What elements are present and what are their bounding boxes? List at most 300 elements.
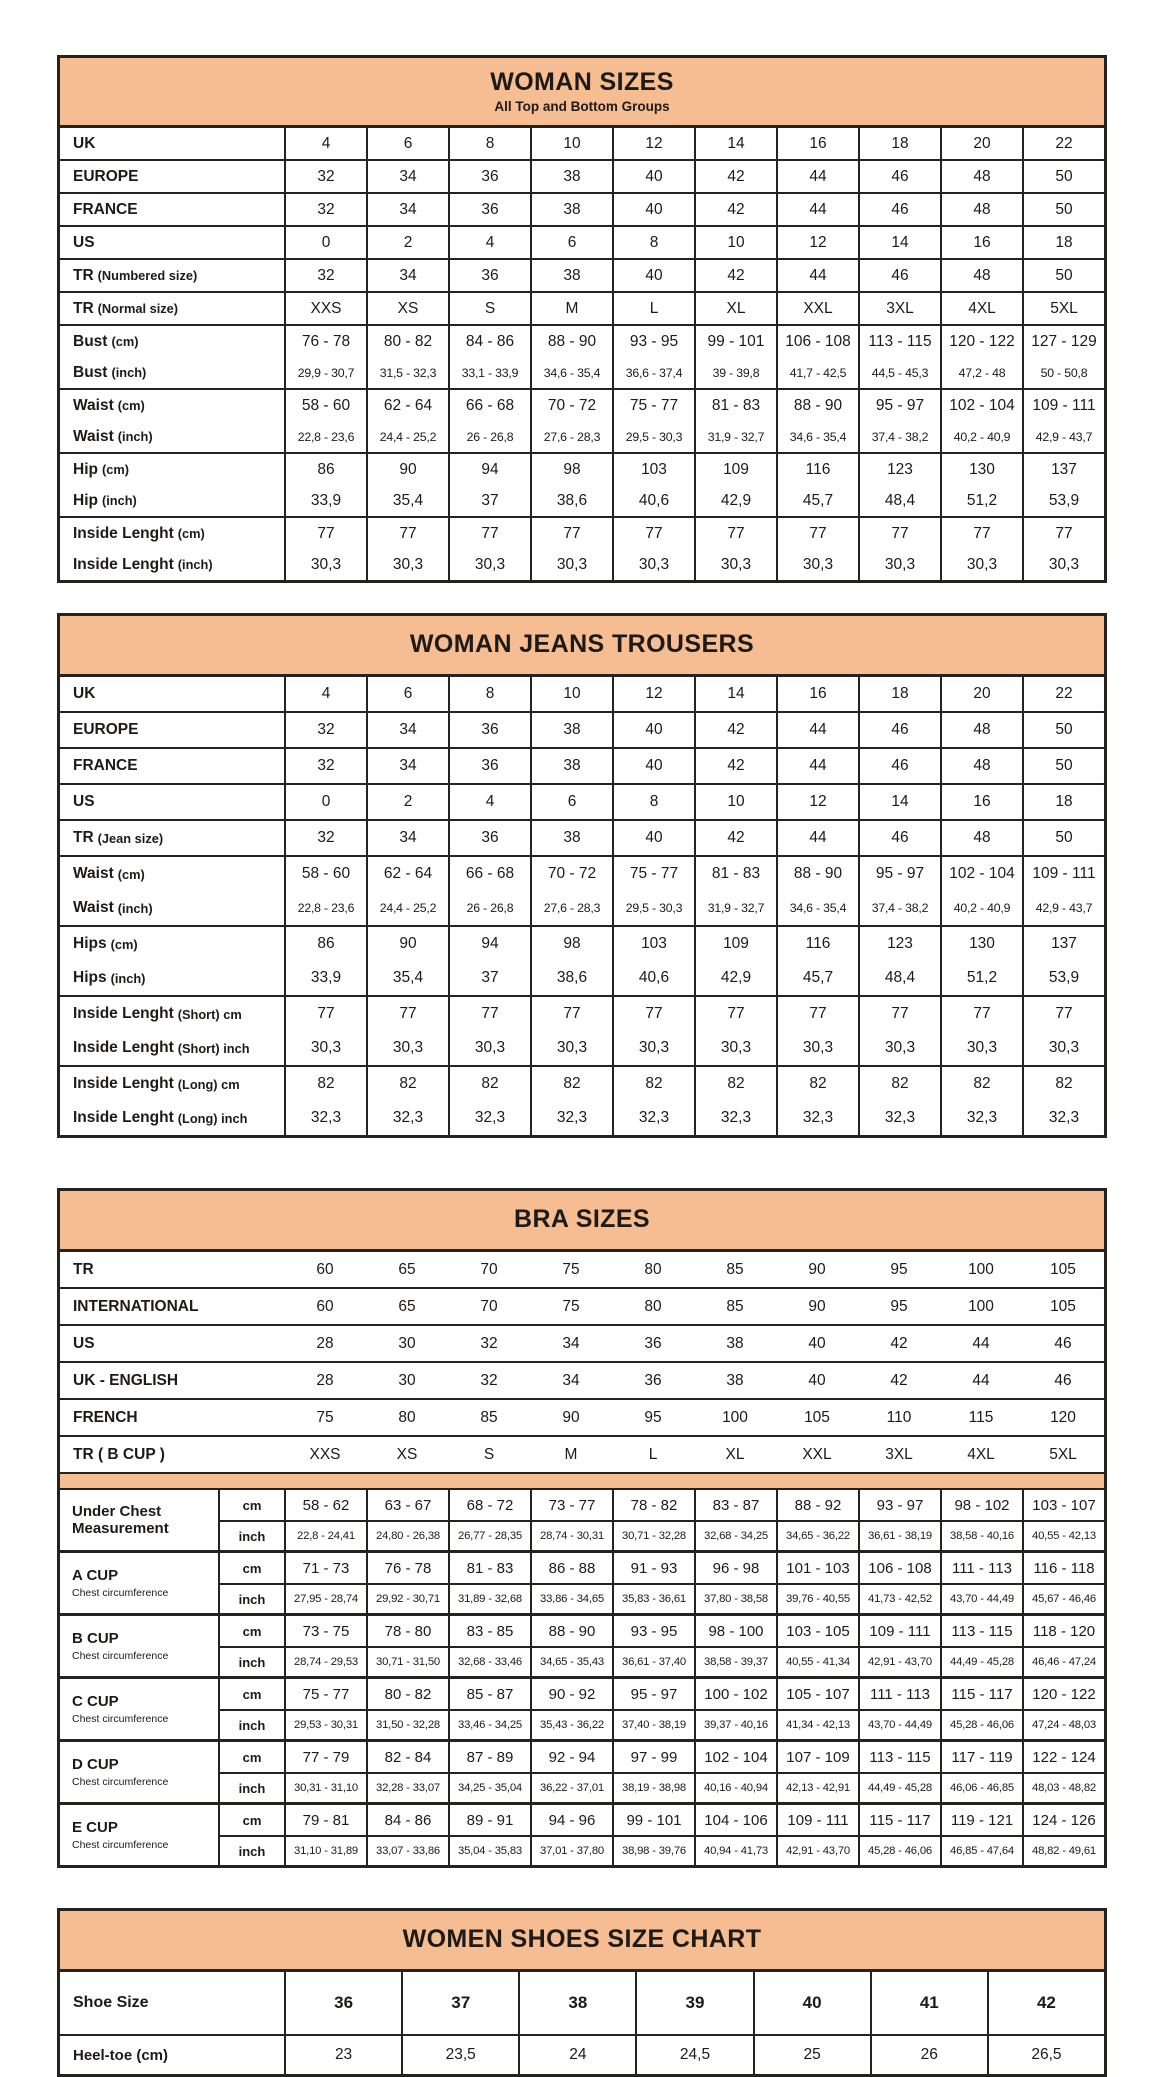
row-label: UK	[73, 134, 96, 152]
size-cell: 40	[612, 161, 694, 192]
row-label-detail: (Jean size)	[97, 830, 164, 846]
size-cell: 28	[316, 1334, 334, 1352]
size-cell: 37	[448, 961, 530, 995]
size-cell: 34	[562, 1371, 580, 1389]
row-label	[60, 454, 284, 485]
size-cell: 37,80 - 38,58	[694, 1583, 776, 1613]
size-cell: 127 - 129	[1022, 326, 1104, 357]
size-cell: 81 - 83	[448, 1553, 530, 1583]
size-cell: 88 - 90	[776, 390, 858, 421]
size-cell: 27,95 - 28,74	[284, 1583, 366, 1613]
size-cell: 117 - 119	[940, 1742, 1022, 1772]
size-cell: 65	[398, 1260, 416, 1278]
size-cell: 109	[694, 454, 776, 485]
size-cell: 98 - 100	[694, 1616, 776, 1646]
size-cell: 75	[562, 1297, 580, 1315]
table-title: BRA SIZES	[513, 1205, 651, 1233]
size-cell: 12	[776, 785, 858, 819]
row-label-main: Waist	[73, 899, 114, 916]
cup-label	[60, 1616, 218, 1676]
size-cell: 103	[612, 927, 694, 961]
table-section	[60, 1972, 1104, 2034]
size-cell: 90	[562, 1408, 580, 1426]
cup-section	[60, 1490, 1104, 1550]
size-cell: 66 - 68	[448, 390, 530, 421]
row-label-detail: (inch)	[101, 493, 137, 508]
row-label-detail: (Short) cm	[177, 1006, 242, 1022]
size-cell: 42,91 - 43,70	[776, 1835, 858, 1865]
row-label: UK	[73, 685, 96, 702]
table-row	[60, 961, 1104, 995]
size-cell: 76 - 78	[366, 1553, 448, 1583]
row-label: Shoe Size	[73, 1994, 149, 2011]
size-cell: 73 - 77	[530, 1490, 612, 1520]
size-cell: 81 - 83	[694, 857, 776, 891]
table-row	[60, 1363, 1104, 1398]
size-cell: 34,6 - 35,4	[776, 421, 858, 452]
cup-subtitle: Chest circumference	[72, 1838, 169, 1851]
unit-label-cm: cm	[218, 1805, 284, 1835]
size-cell: 50	[1022, 260, 1104, 291]
row-label-main: Hips	[73, 935, 107, 952]
size-cell: 115	[968, 1408, 994, 1426]
row-label-main: Inside Lenght	[73, 1005, 174, 1022]
size-cell: XL	[694, 293, 776, 324]
size-cell: 32,3	[694, 1101, 776, 1135]
size-cell: 48	[940, 194, 1022, 225]
size-cell: 30,3	[694, 1031, 776, 1065]
size-cell: 60	[316, 1297, 334, 1315]
table-row	[60, 713, 1104, 747]
size-cell: 53,9	[1022, 961, 1104, 995]
size-cell: 83 - 85	[448, 1616, 530, 1646]
table-row	[60, 1972, 1104, 2034]
size-cell: 36	[644, 1371, 662, 1389]
table-row	[60, 1067, 1104, 1101]
size-cell: 120	[1050, 1408, 1076, 1426]
size-cell: 95 - 97	[612, 1679, 694, 1709]
size-cell: 76 - 78	[284, 326, 366, 357]
cup-label	[60, 1553, 218, 1613]
table-section	[60, 2034, 1104, 2074]
cup-name: C CUP	[72, 1693, 119, 1711]
row-label-main: Waist	[73, 427, 114, 445]
size-cell: 95 - 97	[858, 390, 940, 421]
row-label: TR	[73, 1260, 94, 1278]
size-cell: 38,98 - 39,76	[612, 1835, 694, 1865]
size-cell: 84 - 86	[448, 326, 530, 357]
table-body	[60, 1972, 1104, 2074]
size-cell: 4	[284, 677, 366, 711]
table-row	[60, 128, 1104, 159]
row-label	[60, 260, 284, 291]
size-cell: 93 - 97	[858, 1490, 940, 1520]
size-cell: 35,43 - 36,22	[530, 1709, 612, 1739]
size-cell: 34	[366, 821, 448, 855]
size-cell: 32	[480, 1334, 498, 1352]
cup-name: D CUP	[72, 1756, 119, 1774]
size-cell: L	[648, 1445, 658, 1463]
row-label-detail: (inch)	[177, 557, 213, 572]
unit-label-cm: cm	[218, 1742, 284, 1772]
size-cell: 48	[940, 260, 1022, 291]
size-cell: 82	[940, 1067, 1022, 1101]
table-section	[60, 159, 1104, 192]
size-cell: 44,5 - 45,3	[858, 357, 940, 388]
size-cell: 75	[562, 1260, 580, 1278]
size-cell: 95	[644, 1408, 662, 1426]
row-label-detail: (cm)	[101, 462, 129, 477]
size-cell: 26 - 26,8	[448, 421, 530, 452]
size-cell: 40,2 - 40,9	[940, 421, 1022, 452]
size-cell: 4	[284, 128, 366, 159]
cup-measurement-grid	[60, 1490, 1104, 1865]
size-cell: 39,76 - 40,55	[776, 1583, 858, 1613]
row-label-main: Inside Lenght	[73, 1109, 174, 1126]
size-cell: 6	[366, 128, 448, 159]
woman-sizes-table	[57, 55, 1107, 583]
size-cell: 36	[448, 161, 530, 192]
table-section	[60, 324, 1104, 388]
size-cell: 40	[808, 1371, 826, 1389]
size-cell: 31,89 - 32,68	[448, 1583, 530, 1613]
size-cell: 42	[694, 161, 776, 192]
size-cell: 42	[890, 1371, 908, 1389]
row-label-main: Bust	[73, 363, 108, 381]
size-cell: 41	[870, 1972, 987, 2034]
row-label-detail: (cm)	[110, 936, 138, 952]
size-cell: 99 - 101	[612, 1805, 694, 1835]
size-cell: 30,3	[612, 1031, 694, 1065]
row-label-main: Hip	[73, 491, 98, 509]
table-section	[60, 516, 1104, 580]
row-label-main: Inside Lenght	[73, 524, 174, 542]
size-cell: 85	[726, 1297, 744, 1315]
table-title-band	[60, 58, 1104, 128]
size-cell: 96 - 98	[694, 1553, 776, 1583]
size-cell: 110	[886, 1408, 912, 1426]
table-row	[60, 161, 1104, 192]
size-cell: 14	[694, 677, 776, 711]
size-cell: 35,4	[366, 961, 448, 995]
size-cell: 14	[858, 785, 940, 819]
row-label-detail: (cm)	[117, 866, 145, 882]
size-cell: 103	[612, 454, 694, 485]
size-cell: 35,83 - 36,61	[612, 1583, 694, 1613]
size-cell: 44	[972, 1334, 990, 1352]
unit-label-inch: inch	[218, 1646, 284, 1676]
row-label	[60, 518, 284, 549]
size-cell: 6	[530, 785, 612, 819]
size-cell: 10	[694, 227, 776, 258]
size-cell: 82	[776, 1067, 858, 1101]
size-cell: 40	[753, 1972, 870, 2034]
table-title: WOMAN JEANS TROUSERS	[409, 630, 755, 658]
row-label-detail: (inch)	[111, 365, 147, 380]
size-cell: 75 - 77	[612, 857, 694, 891]
size-cell: 5XL	[1049, 1445, 1077, 1463]
size-cell: 32,28 - 33,07	[366, 1772, 448, 1802]
size-cell: S	[448, 293, 530, 324]
size-cell: 44	[776, 749, 858, 783]
size-cell: 77 - 79	[284, 1742, 366, 1772]
size-cell: 31,9 - 32,7	[694, 891, 776, 925]
size-cell: 105 - 107	[776, 1679, 858, 1709]
table-section	[60, 1398, 1104, 1435]
size-cell: 44	[776, 194, 858, 225]
size-cell: 75	[316, 1408, 334, 1426]
size-cell: 80 - 82	[366, 326, 448, 357]
size-cell: 77	[858, 997, 940, 1031]
table-row	[60, 677, 1104, 711]
size-cell: 77	[284, 518, 366, 549]
size-cell: 100	[722, 1408, 748, 1426]
table-row	[60, 293, 1104, 324]
size-cell: 60	[316, 1260, 334, 1278]
size-cell: 34,65 - 35,43	[530, 1646, 612, 1676]
size-cell: 137	[1022, 454, 1104, 485]
size-cell: 30,3	[284, 549, 366, 580]
size-cell: 40	[612, 194, 694, 225]
size-cell: 34	[366, 194, 448, 225]
size-cell: 10	[694, 785, 776, 819]
size-cell: 83 - 87	[694, 1490, 776, 1520]
size-cell: 33,9	[284, 961, 366, 995]
size-cell: 113 - 115	[858, 1742, 940, 1772]
table-row	[60, 194, 1104, 225]
size-cell: 113 - 115	[858, 326, 940, 357]
row-label-detail: (Long) inch	[177, 1110, 248, 1126]
row-label-main: Inside Lenght	[73, 1039, 174, 1056]
size-cell: 2	[366, 227, 448, 258]
size-cell: 104 - 106	[694, 1805, 776, 1835]
size-cell: 4	[448, 785, 530, 819]
table-section	[60, 128, 1104, 159]
size-cell: 40,6	[612, 485, 694, 516]
size-cell: 77	[448, 518, 530, 549]
size-cell: 79 - 81	[284, 1805, 366, 1835]
size-cell: 8	[448, 677, 530, 711]
cup-subtitle: Chest circumference	[72, 1775, 169, 1788]
size-cell: 32	[284, 713, 366, 747]
size-cell: 58 - 60	[284, 857, 366, 891]
size-cell: 20	[940, 677, 1022, 711]
size-cell: 3XL	[885, 1445, 913, 1463]
size-cell: 30,3	[448, 1031, 530, 1065]
table-row	[60, 2036, 1104, 2074]
row-label	[60, 821, 284, 855]
row-label	[60, 357, 284, 388]
size-cell: 10	[530, 677, 612, 711]
size-cell: 43,70 - 44,49	[940, 1583, 1022, 1613]
row-label: EUROPE	[73, 167, 139, 185]
size-cell: 29,53 - 30,31	[284, 1709, 366, 1739]
size-cell: XXS	[309, 1445, 341, 1463]
size-cell: 90	[366, 927, 448, 961]
size-cell: 73 - 75	[284, 1616, 366, 1646]
size-cell: 40	[612, 749, 694, 783]
size-cell: 88 - 90	[530, 326, 612, 357]
size-cell: 82 - 84	[366, 1742, 448, 1772]
size-cell: 116	[776, 454, 858, 485]
size-cell: 53,9	[1022, 485, 1104, 516]
size-cell: 77	[1022, 997, 1104, 1031]
row-label-detail: (inch)	[110, 970, 146, 986]
size-cell: 4XL	[940, 293, 1022, 324]
table-section	[60, 995, 1104, 1065]
size-cell: 50	[1022, 161, 1104, 192]
size-cell: S	[483, 1445, 495, 1463]
size-cell: 41,7 - 42,5	[776, 357, 858, 388]
size-cell: 77	[940, 518, 1022, 549]
size-cell: 16	[776, 128, 858, 159]
size-cell: 94 - 96	[530, 1805, 612, 1835]
size-cell: 44	[776, 161, 858, 192]
table-section	[60, 291, 1104, 324]
cup-label	[60, 1805, 218, 1865]
table-row	[60, 227, 1104, 258]
row-label	[60, 927, 284, 961]
table-section	[60, 1252, 1104, 1287]
size-cell: 24	[518, 2036, 635, 2074]
size-cell: 44,49 - 45,28	[940, 1646, 1022, 1676]
size-cell: 39,37 - 40,16	[694, 1709, 776, 1739]
table-row	[60, 857, 1104, 891]
table-section	[60, 925, 1104, 995]
size-cell: 30,3	[612, 549, 694, 580]
woman-jeans-table	[57, 613, 1107, 1138]
size-cell: 90	[808, 1297, 826, 1315]
size-cell: 84 - 86	[366, 1805, 448, 1835]
size-cell: 45,28 - 46,06	[940, 1709, 1022, 1739]
row-label-main: Bust	[73, 332, 108, 350]
row-label-main: TR	[73, 266, 94, 284]
size-cell: 37,40 - 38,19	[612, 1709, 694, 1739]
size-cell: 89 - 91	[448, 1805, 530, 1835]
size-cell: 18	[858, 128, 940, 159]
size-cell: 42	[694, 713, 776, 747]
cup-subtitle: Chest circumference	[72, 1649, 169, 1662]
size-cell: 42,9 - 43,7	[1022, 421, 1104, 452]
size-cell: 36,22 - 37,01	[530, 1772, 612, 1802]
size-cell: 130	[940, 927, 1022, 961]
size-cell: XXL	[802, 1445, 832, 1463]
size-cell: 86	[284, 927, 366, 961]
size-cell: 109 - 111	[776, 1805, 858, 1835]
size-cell: 30,3	[366, 549, 448, 580]
size-cell: 86	[284, 454, 366, 485]
size-cell: 34	[562, 1334, 580, 1352]
size-cell: 32,3	[1022, 1101, 1104, 1135]
row-label	[60, 1101, 284, 1135]
size-cell: 122 - 124	[1022, 1742, 1104, 1772]
size-cell: 6	[366, 677, 448, 711]
table-title-band	[60, 1911, 1104, 1972]
size-cell: 46	[858, 749, 940, 783]
size-cell: 46	[1054, 1371, 1072, 1389]
size-cell: 77	[1022, 518, 1104, 549]
size-cell: 37	[401, 1972, 518, 2034]
size-cell: 33,9	[284, 485, 366, 516]
cup-label	[60, 1742, 218, 1802]
table-row	[60, 549, 1104, 580]
size-cell: 34	[366, 749, 448, 783]
size-cell: 40,6	[612, 961, 694, 995]
table-row	[60, 454, 1104, 485]
row-label: INTERNATIONAL	[73, 1297, 199, 1315]
size-cell: 30,3	[284, 1031, 366, 1065]
size-cell: 42	[694, 749, 776, 783]
size-cell: 32	[284, 161, 366, 192]
size-cell: 90	[808, 1260, 826, 1278]
table-section	[60, 677, 1104, 711]
size-cell: 35,4	[366, 485, 448, 516]
table-section	[60, 452, 1104, 516]
row-label	[60, 961, 284, 995]
size-cell: 46	[858, 260, 940, 291]
size-cell: 116 - 118	[1022, 1553, 1104, 1583]
size-cell: 113 - 115	[940, 1616, 1022, 1646]
row-label-detail: (cm)	[177, 526, 205, 541]
size-cell: 40	[808, 1334, 826, 1352]
unit-label-cm: cm	[218, 1490, 284, 1520]
row-label-main: Hip	[73, 460, 98, 478]
size-cell: 46	[858, 821, 940, 855]
size-cell: 77	[284, 997, 366, 1031]
size-cell: 109 - 111	[1022, 857, 1104, 891]
size-cell: 99 - 101	[694, 326, 776, 357]
size-cell: 30,3	[776, 549, 858, 580]
size-cell: 40,16 - 40,94	[694, 1772, 776, 1802]
size-cell: 36,61 - 37,40	[612, 1646, 694, 1676]
size-cell: 105	[1050, 1260, 1076, 1278]
size-cell: 40,55 - 41,34	[776, 1646, 858, 1676]
table-row	[60, 260, 1104, 291]
size-cell: 38	[530, 713, 612, 747]
size-cell: 34	[366, 161, 448, 192]
size-cell: 66 - 68	[448, 857, 530, 891]
size-cell: 44	[776, 713, 858, 747]
table-row	[60, 485, 1104, 516]
size-cell: 14	[694, 128, 776, 159]
size-cell: 101 - 103	[776, 1553, 858, 1583]
size-cell: 30,71 - 31,50	[366, 1646, 448, 1676]
size-cell: 47,2 - 48	[940, 357, 1022, 388]
size-cell: 32,68 - 34,25	[694, 1520, 776, 1550]
table-section	[60, 1361, 1104, 1398]
size-cell: 86 - 88	[530, 1553, 612, 1583]
cup-subtitle: Chest circumference	[72, 1712, 169, 1725]
size-cell: 40,94 - 41,73	[694, 1835, 776, 1865]
size-cell: 8	[612, 785, 694, 819]
row-label-detail: (cm)	[111, 334, 139, 349]
size-cell: 24,4 - 25,2	[366, 421, 448, 452]
size-cell: 32,3	[448, 1101, 530, 1135]
size-cell: 48,4	[858, 485, 940, 516]
bra-sizes-table	[57, 1188, 1107, 1868]
size-cell: 42,13 - 42,91	[776, 1772, 858, 1802]
size-cell: 36	[448, 713, 530, 747]
size-cell: 109 - 111	[1022, 390, 1104, 421]
size-cell: 28	[316, 1371, 334, 1389]
size-cell: 38	[726, 1371, 744, 1389]
women-shoes-table	[57, 1908, 1107, 2077]
row-label: FRENCH	[73, 1408, 138, 1426]
table-section	[60, 819, 1104, 855]
size-cell: 88 - 90	[776, 857, 858, 891]
table-section	[60, 747, 1104, 783]
size-cell: 26,77 - 28,35	[448, 1520, 530, 1550]
